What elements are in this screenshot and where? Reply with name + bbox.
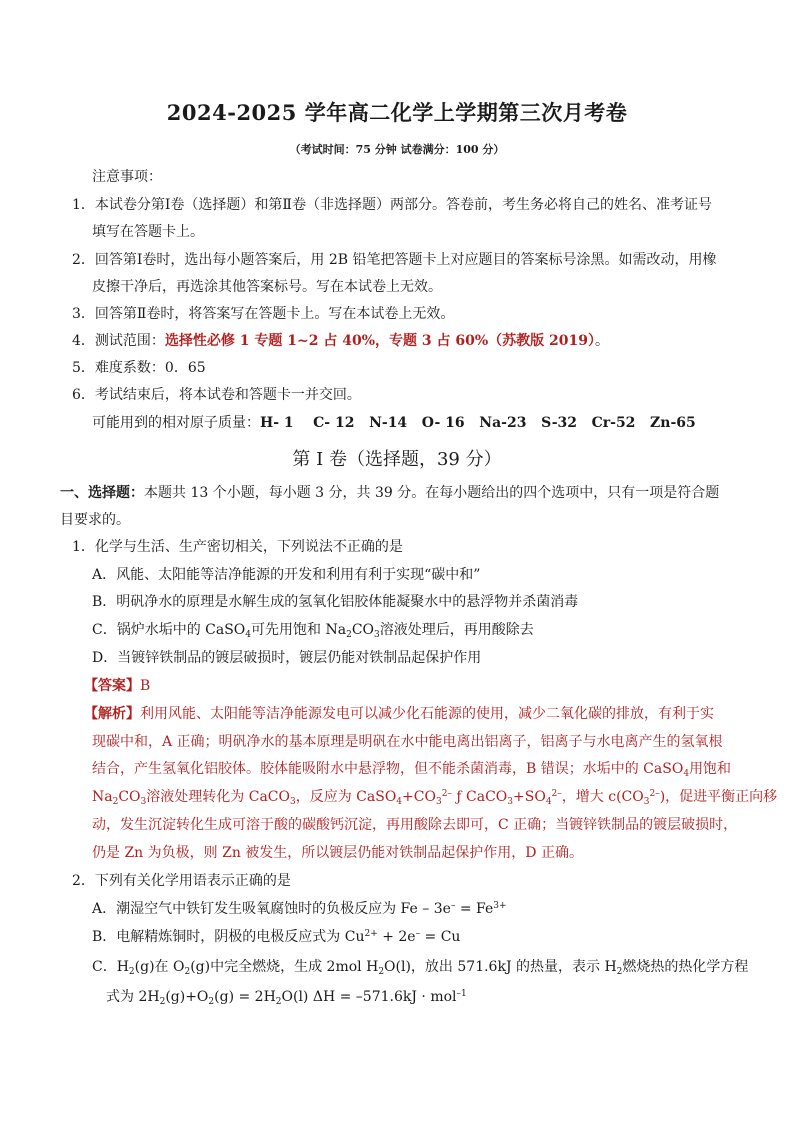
analysis-text-1: 利用风能、太阳能等洁净能源发电可以减少化石能源的使用，减少二氧化碳的排放，有利于实 [140, 706, 714, 722]
q1-c-text-4: 溶液处理后，再用酸除去 [379, 622, 534, 638]
q2-b-1: B．电解精炼铜时，阴极的电极反应式为 Cu [92, 929, 365, 945]
analysis-line-1 [84, 704, 714, 724]
answer-label: 【答案】 [84, 678, 140, 694]
question-1-option-b: B．明矾净水的原理是水解生成的氢氧化铝胶体能凝聚水中的悬浮物并杀菌消毒 [92, 594, 579, 610]
question-2-option-c-line-1 [92, 957, 748, 977]
question-2-option-a [92, 899, 507, 919]
a4-s4: 4 [396, 797, 403, 807]
question-1-option-a: A．风能、太阳能等洁净能源的开发和利用有利于实现“碳中和” [92, 567, 481, 583]
q2-b-3: = Cu [420, 929, 461, 945]
q2-c-3: (g)中完全燃烧，生成 2mol H [190, 959, 379, 975]
q2-c2-s2: 2 [208, 997, 215, 1007]
note-4 [72, 331, 609, 351]
a4-s6: 3 [507, 797, 513, 807]
section-instructions-text: 本题共 13 个小题，每小题 3 分，共 39 分。在每小题给出的四个选项中，只有一项是符合题 [144, 485, 720, 501]
q2-c2-3: (g) = 2H [214, 989, 276, 1005]
q2-a-sup2: 3+ [493, 901, 507, 911]
section-title: 第 I 卷（选择题，39 分） [292, 449, 502, 470]
q1-c-sub-1: 4 [245, 630, 252, 640]
question-2-option-c-line-2 [106, 987, 467, 1007]
q1-c-text-1: C．锅炉水垢中的 CaSO [92, 622, 246, 638]
question-2-stem: 2．下列有关化学用语表示正确的是 [72, 873, 291, 889]
q2-a-sup1: – [450, 901, 456, 911]
a4-s5: 3 [435, 797, 442, 807]
notes-heading: 注意事项： [92, 169, 162, 185]
q2-c-5: 燃烧热的热化学方程 [622, 959, 749, 975]
q2-b-sup2: – [415, 929, 421, 939]
q2-c2-s3: 2 [275, 997, 282, 1007]
q2-c-4: O(l)，放出 571.6kJ 的热量，表示 H [384, 959, 617, 975]
q2-b-sup1: 2+ [364, 929, 378, 939]
note-1-line-2: 填写在答题卡上。 [92, 224, 204, 240]
q2-c-2: (g)在 O [134, 959, 185, 975]
atomic-mass-line [92, 413, 696, 433]
analysis-sub-3: 4 [683, 769, 690, 779]
a4-sup5: 2– [441, 789, 452, 799]
question-1-answer [84, 676, 150, 696]
q1-c-text-3: CO [351, 622, 375, 638]
section-instructions-line-2: 目要求的。 [60, 512, 130, 528]
section-instructions-line-1 [60, 483, 719, 503]
test-scope: 选择性必修 1 专题 1~2 占 40%，专题 3 占 60%（苏教版 2019） [164, 333, 596, 349]
q2-c2-1: 式为 2H [106, 989, 160, 1005]
q2-c2-s1: 2 [159, 997, 166, 1007]
q1-c-sub-3: 3 [374, 630, 380, 640]
section-label: 一、选择题： [60, 485, 144, 501]
q2-a-1: A．潮湿空气中铁钉发生吸氧腐蚀时的负极反应为 Fe – 3e [92, 901, 451, 917]
note-4-prefix: 4．测试范围： [72, 333, 165, 349]
a4-s7: 4 [545, 797, 552, 807]
atomic-mass-values: H- 1 C- 12 N-14 O- 16 Na-23 S-32 Cr-52 Zn-65 [260, 415, 696, 431]
a4-6: ƒ CaCO [451, 789, 508, 805]
q2-c-s1: 2 [128, 967, 135, 977]
a4-s8: 3 [643, 797, 650, 807]
a4-9: )，促进平衡正向移 [659, 789, 778, 805]
page-title: 2024-2025 学年高二化学上学期第三次月考卷 [166, 100, 628, 125]
q2-c-1: C．H [92, 959, 129, 975]
a4-s1: 2 [112, 797, 119, 807]
exam-time-info: （考试时间：75 分钟 试卷满分：100 分） [289, 143, 505, 156]
note-1-line-1: 1．本试卷分第Ⅰ卷（选择题）和第Ⅱ卷（非选择题）两部分。答卷前，考生务必将自己的姓名、准考证号 [72, 197, 712, 213]
answer-value: B [140, 678, 151, 694]
a4-sup7: 2– [551, 789, 562, 799]
a4-s2: 3 [140, 797, 147, 807]
analysis-text-3b: 用饱和 [689, 761, 732, 777]
analysis-line-6: 仍是 Zn 为负极，则 Zn 被发生，所以镀层仍能对铁制品起保护作用，D 正确。 [92, 845, 583, 861]
question-2-option-b [92, 927, 460, 947]
analysis-text-3: 结合，产生氢氧化铝胶体。胶体能吸附水中悬浮物，但不能杀菌消毒，B 错误；水垢中的 CaSO [92, 761, 684, 777]
a4-sup8: 2– [649, 789, 660, 799]
question-1-option-d: D．当镀锌铁制品的镀层破损时，镀层仍能对铁制品起保护作用 [92, 650, 482, 666]
question-1-stem: 1．化学与生活、生产密切相关，下列说法不正确的是 [72, 539, 403, 555]
note-4-suffix: 。 [595, 333, 610, 349]
q2-c2-sup: –1 [456, 989, 467, 999]
a4-8: ，增大 c(CO [561, 789, 644, 805]
q1-c-text-2: 可先用饱和 Na [251, 622, 347, 638]
a4-5: +CO [402, 789, 436, 805]
atomic-mass-label: 可能用到的相对原子质量： [92, 415, 260, 431]
analysis-line-3 [92, 759, 731, 779]
a4-s3: 3 [289, 797, 296, 807]
note-6: 6．考试结束后，将本试卷和答题卡一并交回。 [72, 387, 361, 403]
q2-c2-2: (g)+O [165, 989, 209, 1005]
q2-b-2: + 2e [377, 929, 416, 945]
q2-c-s4: 2 [616, 967, 623, 977]
analysis-line-2: 现碳中和，A 正确；明矾净水的基本原理是明矾在水中能电离出铝离子，铝离子与水电离产生的氢氧根 [92, 734, 723, 750]
a4-3: 溶液处理转化为 CaCO [146, 789, 290, 805]
q2-c-s2: 2 [184, 967, 191, 977]
note-3: 3．回答第Ⅱ卷时，将答案写在答题卡上。写在本试卷上无效。 [72, 306, 455, 322]
question-1-option-c [92, 620, 534, 640]
q1-c-sub-2: 2 [346, 630, 352, 640]
note-5: 5．难度系数：0．65 [72, 360, 206, 376]
note-2-line-2: 皮擦干净后，再选涂其他答案标号。写在本试卷上无效。 [92, 279, 442, 295]
q2-c-s3: 2 [378, 967, 385, 977]
analysis-line-4 [92, 787, 777, 807]
a4-4: ，反应为 CaSO [295, 789, 397, 805]
analysis-line-5: 动，发生沉淀转化生成可溶于酸的碳酸钙沉淀，再用酸除去即可，C 正确；当镀锌铁制品的镀层破损时， [92, 817, 738, 833]
q2-c2-4: O(l) ΔH = –571.6kJ · mol [281, 989, 457, 1005]
q2-a-2: = Fe [455, 901, 494, 917]
a4-2: CO [118, 789, 141, 805]
a4-1: Na [92, 789, 113, 805]
note-2-line-1: 2．回答第Ⅰ卷时，选出每小题答案后，用 2B 铅笔把答题卡上对应题目的答案标号涂黑。如需改动，用橡 [72, 252, 717, 268]
analysis-label: 【解析】 [84, 706, 140, 722]
a4-7: +SO [513, 789, 546, 805]
